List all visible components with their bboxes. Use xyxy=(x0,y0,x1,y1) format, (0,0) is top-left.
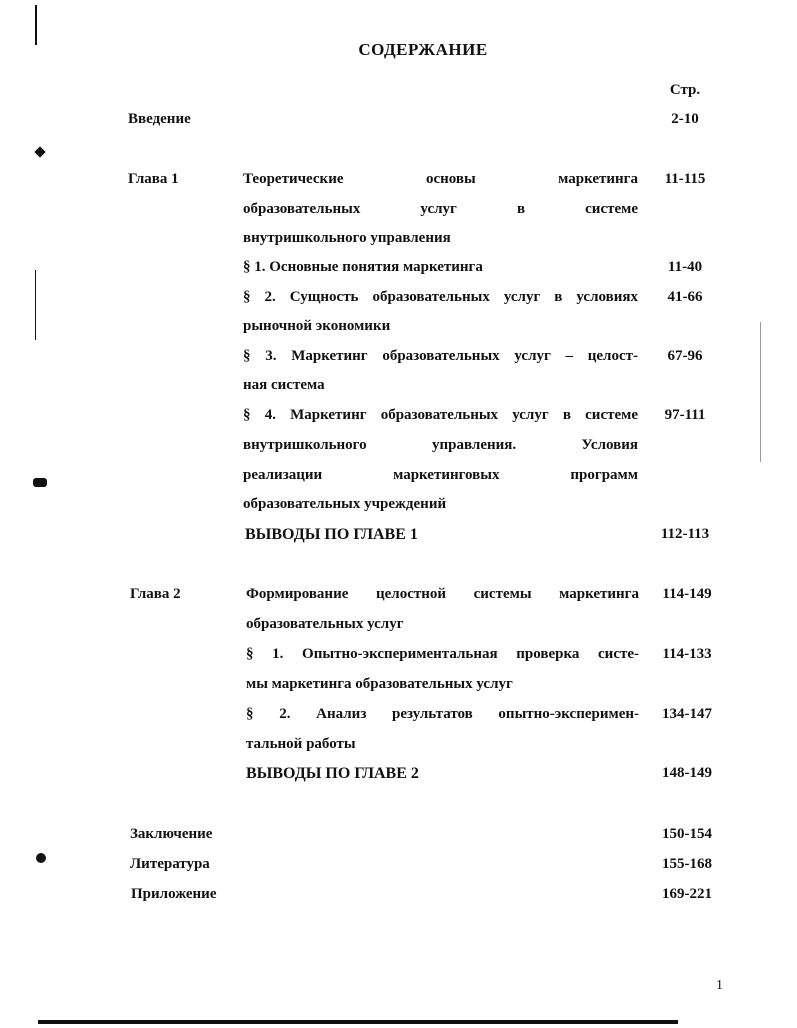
chapter2-conclusions-label: ВЫВОДЫ ПО ГЛАВЕ 2 xyxy=(246,765,419,782)
section-pages: 97-111 xyxy=(664,407,706,423)
section-pages: 134-147 xyxy=(662,706,712,722)
appendix-label: Приложение xyxy=(131,886,217,902)
scan-speck xyxy=(36,853,46,863)
chapter2-title-line: образовательных услуг xyxy=(246,616,404,632)
chapter1-conclusions-label: ВЫВОДЫ ПО ГЛАВЕ 1 xyxy=(245,526,418,543)
section-line: ная система xyxy=(243,377,325,393)
chapter2-conclusions-pages: 148-149 xyxy=(662,765,712,781)
scan-bottom-edge xyxy=(38,1020,678,1024)
chapter1-conclusions-pages: 112-113 xyxy=(660,526,710,542)
scan-edge-line xyxy=(35,270,36,340)
chapter1-title-line: Теоретические основы маркетинга xyxy=(243,171,638,187)
literature-pages: 155-168 xyxy=(662,856,712,872)
intro-pages: 2-10 xyxy=(671,111,699,127)
chapter1-title-line: внутришкольного управления xyxy=(243,230,451,246)
chapter2-title-line: Формирование целостной системы маркетинга xyxy=(246,586,639,602)
section-pages: 114-133 xyxy=(662,646,712,662)
conclusion-pages: 150-154 xyxy=(662,826,712,842)
page-title: СОДЕРЖАНИЕ xyxy=(358,40,488,59)
conclusion-label: Заключение xyxy=(130,826,213,842)
section-line: реализации маркетинговых программ xyxy=(243,467,638,483)
section-line: § 2. Сущность образовательных услуг в условиях xyxy=(243,289,638,305)
section-line: внутришкольного управления. Условия xyxy=(243,437,638,453)
scan-speck xyxy=(34,146,45,157)
section-line: § 1. Основные понятия маркетинга xyxy=(243,259,483,275)
section-line: § 4. Маркетинг образовательных услуг в системе xyxy=(243,407,638,423)
appendix-pages: 169-221 xyxy=(662,886,712,902)
section-line: образовательных учреждений xyxy=(243,496,447,512)
section-pages: 67-96 xyxy=(667,348,703,364)
scan-edge-line xyxy=(760,322,761,462)
section-pages: 41-66 xyxy=(667,289,703,305)
chapter2-pages: 114-149 xyxy=(662,586,712,602)
section-line: рыночной экономики xyxy=(243,318,391,334)
section-line: § 2. Анализ результатов опытно-эксперимен- xyxy=(246,706,639,722)
intro-label: Введение xyxy=(128,111,191,127)
scan-edge-line xyxy=(35,5,37,45)
chapter2-label: Глава 2 xyxy=(130,586,181,602)
chapter1-label: Глава 1 xyxy=(128,171,179,187)
section-pages: 11-40 xyxy=(667,259,703,275)
section-line: мы маркетинга образовательных услуг xyxy=(246,676,513,692)
scan-speck xyxy=(33,478,47,487)
chapter1-pages: 11-115 xyxy=(664,171,706,187)
chapter1-title-line: образовательных услуг в системе xyxy=(243,201,638,217)
literature-label: Литература xyxy=(130,856,210,872)
section-line: § 3. Маркетинг образовательных услуг – целост- xyxy=(243,348,638,364)
page-number: 1 xyxy=(716,978,723,993)
section-line: § 1. Опытно-экспериментальная проверка систе- xyxy=(246,646,639,662)
page-column-header: Стр. xyxy=(669,82,701,98)
section-line: тальной работы xyxy=(246,736,356,752)
